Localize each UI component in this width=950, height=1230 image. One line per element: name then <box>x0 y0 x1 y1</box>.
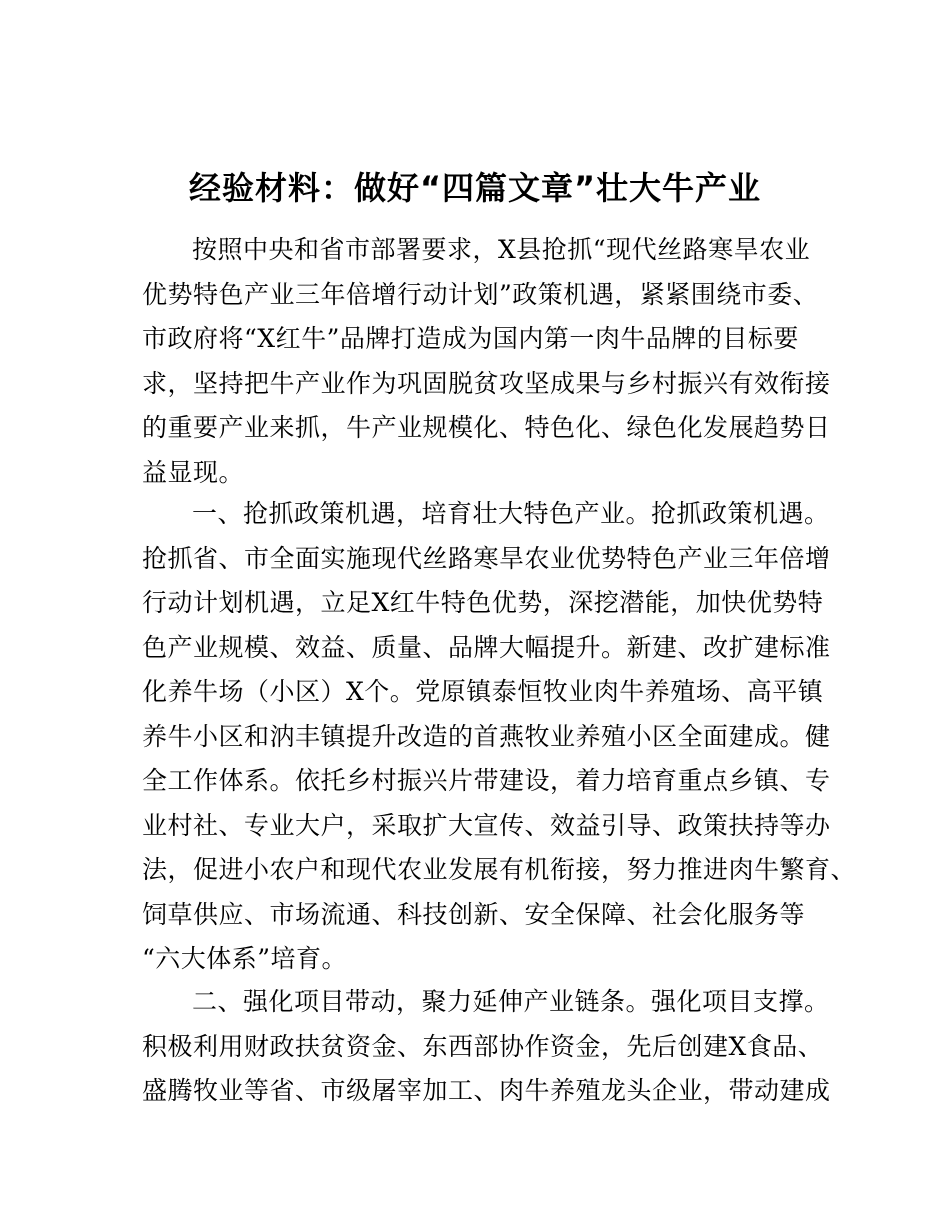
paragraph-line: 抢抓省、市全面实施现代丝路寒旱农业优势特色产业三年倍增 <box>142 543 831 573</box>
paragraph-line: “六大体系”培育。 <box>142 944 348 973</box>
paragraph-line: 积极利用财政扶贫资金、东西部协作资金，先后创建X食品、 <box>142 1031 824 1061</box>
paragraph-line: 盛腾牧业等省、市级屠宰加工、肉牛养殖龙头企业，带动建成 <box>142 1076 831 1105</box>
paragraph-line: 求，坚持把牛产业作为巩固脱贫攻坚成果与乡村振兴有效衔接 <box>142 368 831 398</box>
paragraph-line: 二、强化项目带动，聚力延伸产业链条。强化项目支撑。 <box>192 987 830 1016</box>
paragraph-intro <box>142 228 831 495</box>
paragraph-line: 益显现。 <box>142 457 245 487</box>
paragraph-line: 全工作体系。依托乡村振兴片带建设，着力培育重点乡镇、专 <box>142 766 831 795</box>
paragraph-line: 色产业规模、效益、质量、品牌大幅提升。新建、改扩建标准 <box>142 632 831 662</box>
paragraph-line: 的重要产业来抓，牛产业规模化、特色化、绿色化发展趋势日 <box>142 413 831 442</box>
paragraph-line: 养牛小区和汭丰镇提升改造的首燕牧业养殖小区全面建成。健 <box>142 721 831 751</box>
paragraph-line: 饲草供应、市场流通、科技创新、安全保障、社会化服务等 <box>142 899 806 929</box>
document-title: 经验材料：做好“四篇文章”壮大牛产业 <box>188 169 762 207</box>
paragraph-section-1 <box>142 492 857 982</box>
paragraph-line: 优势特色产业三年倍增行动计划”政策机遇，紧紧围绕市委、 <box>142 279 819 309</box>
paragraph-line: 市政府将“X红牛”品牌打造成为国内第一肉牛品牌的目标要 <box>142 324 799 353</box>
paragraph-section-2 <box>142 980 831 1114</box>
paragraph-line: 行动计划机遇，立足X红牛特色优势，深挖潜能，加快优势特 <box>142 588 824 617</box>
paragraph-line: 化养牛场（小区）X个。党原镇泰恒牧业肉牛养殖场、高平镇 <box>142 677 824 706</box>
paragraph-line: 按照中央和省市部署要求，X县抢抓“现代丝路寒旱农业 <box>192 235 811 264</box>
paragraph-line: 一、抢抓政策机遇，培育壮大特色产业。抢抓政策机遇。 <box>192 499 830 528</box>
paragraph-line: 业村社、专业大户，采取扩大宣传、效益引导、政策扶持等办 <box>142 810 831 840</box>
paragraph-line: 法，促进小农户和现代农业发展有机衔接，努力推进肉牛繁育、 <box>142 855 857 884</box>
